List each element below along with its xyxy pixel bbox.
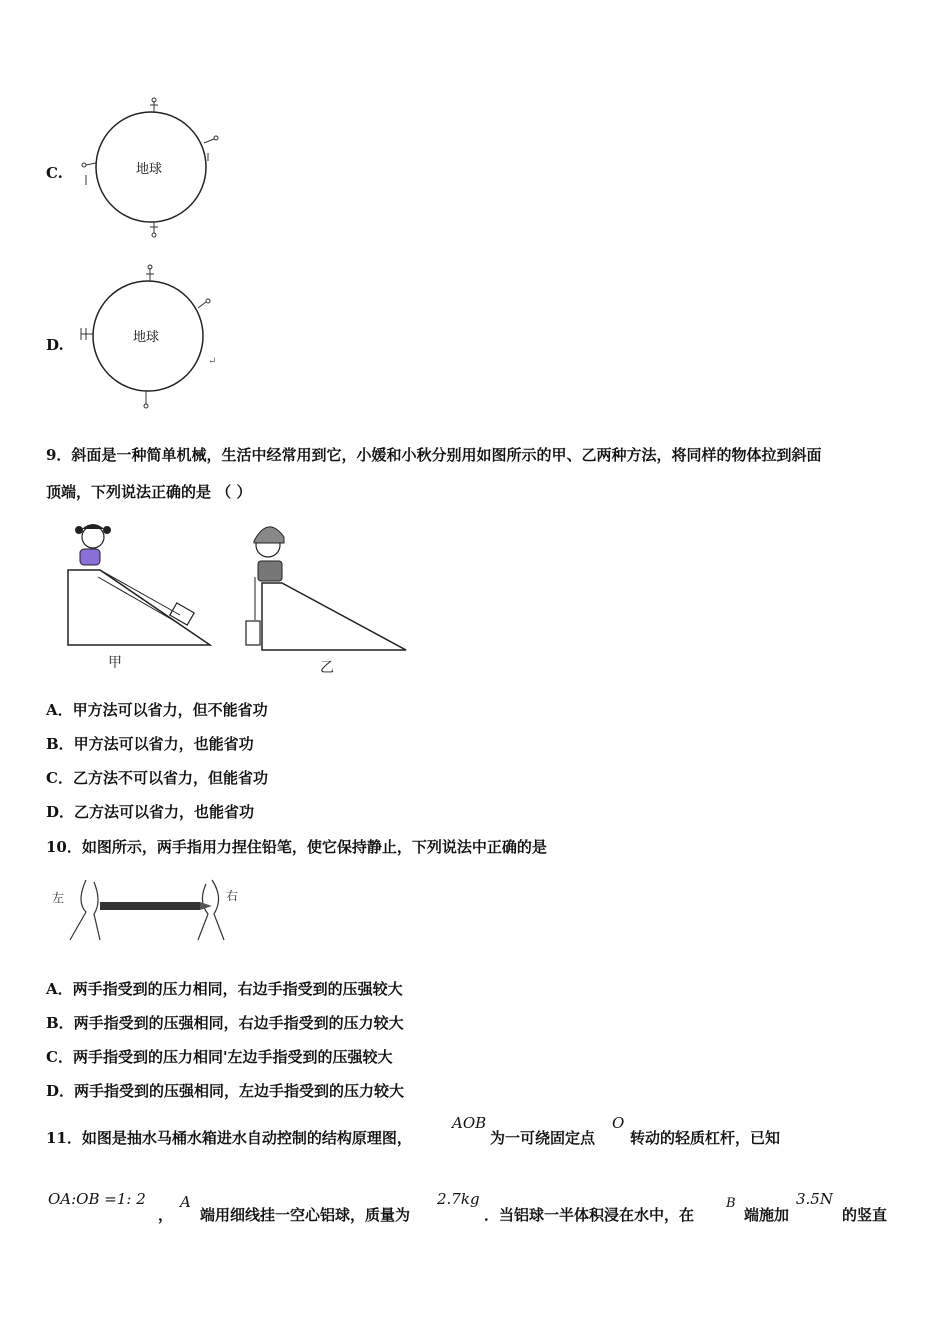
q10-option-b: B．两手指受到的压强相同，右边手指受到的压力较大 bbox=[46, 1014, 404, 1032]
left-finger bbox=[70, 880, 100, 940]
incline-yi bbox=[246, 527, 406, 675]
figure-right-c bbox=[204, 136, 218, 161]
fig-label-right: 右 bbox=[226, 889, 239, 903]
fig-label-left: 左 bbox=[52, 891, 65, 905]
q11-part8: 的竖直 bbox=[842, 1206, 888, 1224]
q11-math-mass: 2.7kg bbox=[437, 1190, 480, 1208]
earth-label: 地球 bbox=[136, 162, 163, 177]
q9-option-a: A．甲方法可以省力，但不能省功 bbox=[46, 701, 268, 719]
q11-part1: 11．如图是抽水马桶水箱进水自动控制的结构原理图， bbox=[46, 1129, 412, 1147]
right-finger bbox=[198, 880, 224, 940]
q9-option-b: B．甲方法可以省力，也能省功 bbox=[46, 735, 254, 753]
q11-math-b: B bbox=[726, 1196, 736, 1211]
q11-part5: 端用细线挂一空心铝球，质量为 bbox=[200, 1206, 411, 1224]
q11-part7: 端施加 bbox=[744, 1206, 790, 1224]
q10-option-d: D．两手指受到的压强相同，左边手指受到的压力较大 bbox=[46, 1082, 405, 1100]
figure-bottom-c bbox=[150, 222, 158, 237]
q11-math-a: A bbox=[180, 1193, 191, 1211]
q11-part3: 转动的轻质杠杆，已知 bbox=[630, 1129, 781, 1147]
pencil-figure bbox=[48, 872, 248, 944]
pencil-body bbox=[100, 902, 200, 910]
pencil-tip bbox=[200, 902, 212, 910]
q10-option-a: A．两手指受到的压力相同，右边手指受到的压强较大 bbox=[46, 980, 403, 998]
earth-label: 地球 bbox=[133, 330, 160, 345]
girl-body bbox=[80, 549, 100, 565]
q11-part2: 为一可绕固定点 bbox=[490, 1129, 596, 1147]
q10-line1: 10．如图所示，两手指用力捏住铅笔，使它保持静止，下列说法中正确的是 bbox=[46, 838, 547, 856]
incline-figure bbox=[60, 515, 420, 675]
figure-left-c bbox=[82, 163, 96, 185]
figure-top-c bbox=[150, 98, 158, 112]
boy-body bbox=[258, 561, 282, 581]
earth-figure-c bbox=[80, 95, 220, 240]
figure-bottom-d bbox=[144, 391, 148, 408]
girl-head bbox=[82, 526, 104, 548]
q9-line1: 9．斜面是一种简单机械，生活中经常用到它，小媛和小秋分别用如图所示的甲、乙两种方法，将同样的物体拉到斜面 bbox=[46, 446, 822, 464]
incline-jia bbox=[68, 524, 210, 671]
q9-line2: 顶端，下列说法正确的是 （ ） bbox=[46, 483, 252, 501]
q9-option-d: D．乙方法可以省力，也能省功 bbox=[46, 803, 255, 821]
earth-figure-d bbox=[78, 262, 218, 414]
option-d-label: D. bbox=[46, 336, 64, 354]
figure-top-d bbox=[146, 265, 154, 281]
fig-label-jia: 甲 bbox=[108, 655, 122, 671]
q10-option-c: C．两手指受到的压力相同'左边手指受到的压强较大 bbox=[46, 1048, 393, 1066]
q11-math-aob: AOB bbox=[452, 1114, 487, 1132]
figure-left-d bbox=[81, 328, 93, 340]
q11-math-force: 3.5N bbox=[796, 1190, 833, 1208]
q9-option-c: C．乙方法不可以省力，但能省功 bbox=[46, 769, 268, 787]
q11-math-o: O bbox=[612, 1114, 625, 1132]
option-c-label: C. bbox=[46, 164, 63, 182]
fig-label-yi: 乙 bbox=[320, 660, 334, 675]
q11-part6: ．当铝球一半体积浸在水中，在 bbox=[484, 1206, 695, 1224]
q11-part4: ， bbox=[158, 1206, 174, 1224]
figure-right-d bbox=[198, 299, 210, 308]
return-mark: ↵ bbox=[208, 356, 217, 367]
q11-math-ratio: OA:OB =1: 2 bbox=[48, 1190, 146, 1208]
